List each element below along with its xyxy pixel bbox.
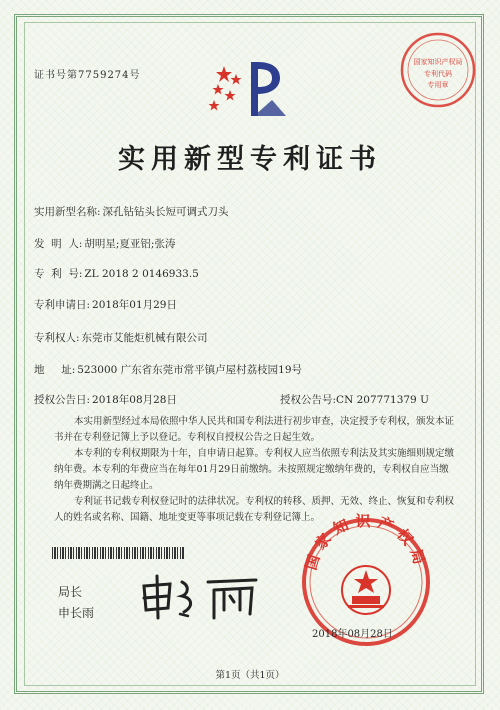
grant-date-value: 2018年08月28日: [92, 394, 177, 406]
svg-text:国家知识产权局: 国家知识产权局: [301, 512, 431, 573]
patentee-label: 专利权人:: [34, 332, 80, 344]
grant-number-value: CN 207771379 U: [336, 394, 429, 406]
patentee-row: [34, 330, 208, 345]
paragraph-legal-status: 专利证书记载专利权登记时的法律状况。专利权的转移、质押、无效、终止、恢复和专利权人的姓名或名称、国籍、地址变更等事项记载在专利登记簿上。: [54, 496, 455, 523]
filing-date-row: [34, 297, 177, 312]
grant-number-row: [280, 392, 429, 407]
patent-number-value: ZL 2018 2 0146933.5: [84, 268, 199, 280]
address-value: 523000 广东省东莞市常平镇卢屋村荔枝园19号: [77, 364, 303, 376]
address-label: 地 址:: [34, 364, 76, 376]
svg-text:专利代码: 专利代码: [424, 70, 452, 78]
address-row: [34, 362, 302, 377]
patent-number-row: [34, 266, 199, 281]
inventor-value: 胡明星;夏亚铝;张涛: [84, 238, 176, 250]
grant-date-label: 授权公告日:: [34, 394, 91, 406]
inventor-label: 发 明 人:: [34, 238, 83, 250]
director-title: 局长: [58, 585, 83, 599]
patentee-value: 东莞市艾能炬机械有限公司: [81, 332, 208, 344]
utility-model-name-value: 深孔钻钻头长短可调式刀头: [102, 206, 229, 218]
grant-number-label: 授权公告号:: [280, 394, 337, 406]
director-name: 申长雨: [58, 606, 95, 620]
barcode: [52, 547, 184, 559]
handwritten-signature-icon: [138, 572, 268, 622]
filing-date-value: 2018年01月29日: [92, 299, 177, 311]
utility-model-name-label: 实用新型名称:: [34, 206, 101, 218]
grant-date-row: [34, 392, 177, 407]
filing-date-label: 专利申请日:: [34, 299, 91, 311]
svg-text:专用章: 专用章: [427, 81, 449, 89]
page-title: 实用新型专利证书: [118, 144, 382, 175]
seal-date: 2018年08月28日: [312, 629, 393, 640]
paragraph-grant: 本实用新型经过本局依照中华人民共和国专利法进行初步审查，决定授予专利权，颁发本证书并在专利登记簿上予以登记。专利权自授权公告之日起生效。: [54, 416, 455, 443]
corner-seal-icon: [398, 30, 478, 110]
svg-text:国家知识产权局: 国家知识产权局: [413, 58, 463, 66]
page-footer: 第1页（共1页）: [215, 670, 285, 681]
patent-office-logo-icon: [206, 54, 296, 124]
utility-model-name-row: [34, 204, 229, 219]
inventor-row: [34, 236, 175, 251]
paragraph-term: 本专利的专利权期限为十年，自申请日起算。专利权人应当依照专利法及其实施细则规定缴纳年费。本专利的年费应当在每年01月29日前缴纳。未按照规定缴纳年费的，专利权自应当缴纳年费期满之日起终止。: [54, 448, 455, 491]
certificate-number: 证书号第7759274号: [34, 70, 141, 81]
patent-number-label: 专 利 号:: [34, 268, 83, 280]
